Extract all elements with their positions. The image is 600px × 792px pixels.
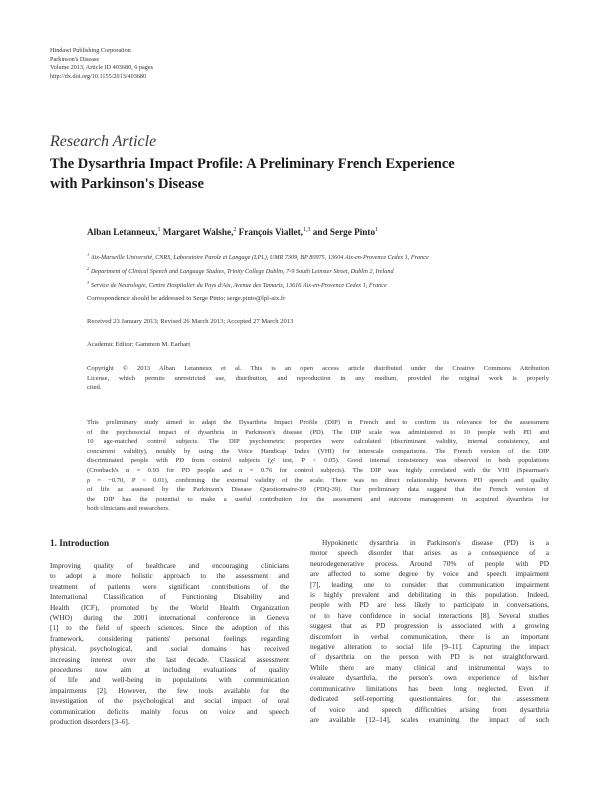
section-heading: 1. Introduction: [50, 538, 110, 548]
body-line: of voice and speech difficulties arising from dysarthria: [310, 704, 549, 714]
article-type: Research Article: [50, 133, 157, 150]
body-line: or to have confidence in social interactions [8]. Several studies: [310, 610, 549, 620]
title-line-2: with Parkinson's Disease: [50, 175, 204, 192]
copyright-line: License, which permits unrestricted use, distribution, and reproduction in any medium, provided the original work is properly: [87, 374, 549, 382]
body-line: is highly prevalent and debilitating in this population. Indeed,: [310, 590, 549, 600]
body-line: are affected to some degree by voice and speech impairment: [310, 569, 549, 579]
submission-dates: Received 23 January 2013; Revised 26 March 2013; Accepted 27 March 2013: [87, 318, 294, 325]
author-name: Alban Letanneux,: [87, 227, 158, 238]
body-line: (WHO) during the 2001 international conference in Geneva: [50, 613, 289, 623]
body-line: physical, psychological, and social domains has received: [50, 644, 289, 654]
affiliation-list: [87, 250, 429, 292]
abstract-line: discriminated people with PD from control subjects (χ² test, P < 0.05). Good internal consistency was observed in both populations: [87, 457, 549, 465]
affiliation: $^3$ Service de Neurologie, Centre Hospitalier du Pays d'Aix, Avenue des Tamaris, 13616 Aix-en-Provence Cedex 1, France: [87, 279, 387, 289]
body-line: of dysarthria on the person with PD is not straightforward.: [310, 652, 549, 662]
author-name: François Viallet,: [236, 227, 303, 238]
volume-info: Volume 2013, Article ID 403680, 6 pages: [50, 64, 153, 72]
body-line: increasing interest over the last decade. Classical assessment: [50, 654, 289, 664]
body-line: production disorders [3–6].: [50, 717, 130, 727]
correspondence: Correspondence should be addressed to Serge Pinto; serge.pinto@lpl-aix.fr: [87, 295, 286, 302]
body-line: dedicated self-reporting questionnaires for the assessment: [310, 694, 549, 704]
body-line: Improving quality of healthcare and encouraging clinicians: [50, 561, 289, 570]
affiliation: $^1$ Aix-Marseille Université, CNRS, Laboratoire Parole et Langage (LPL), UMR 7309, BP 80975, 13604 Aix-en-Provence Cedex 1, France: [87, 252, 429, 262]
author-list: [87, 227, 378, 237]
author-affil-mark: 1,3: [302, 227, 311, 233]
publisher: Hindawi Publishing Corporation: [50, 47, 131, 54]
copyright-line: Copyright © 2013 Alban Letanneux et al. This is an open access article distributed under the Creative Commons Attribution: [87, 365, 549, 372]
body-line: evaluate dysarthria, the person's own experience of his/her: [310, 673, 549, 683]
title-line-1: The Dysarthria Impact Profile: A Preliminary French Experience: [50, 156, 455, 172]
body-line: [1] to the field of speech sciences. Since the adoption of this: [50, 623, 289, 633]
body-line: treatment of patients were significant contributions of the: [50, 581, 289, 591]
abstract-line: both clinicians and researchers.: [87, 505, 170, 513]
abstract: [87, 418, 549, 514]
academic-editor: Academic Editor: Gammon M. Earhart: [87, 341, 191, 348]
author-name: Margaret Walshe,: [160, 227, 234, 238]
body-column-left: [50, 561, 289, 728]
body-line: discomfort in verbal communication, there is an important: [310, 631, 549, 641]
body-line: communicative limitations has been long neglected. Even if: [310, 683, 549, 693]
body-column-right: [310, 538, 549, 725]
body-line: are available [12–14], scales examining the impact of such: [310, 714, 549, 724]
abstract-line: of life as assessed by the Parkinson's Disease Questionnaire-39 (PDQ-39). Our preliminary data suggest that the French version of: [87, 486, 549, 494]
author-affil-mark: 1: [157, 227, 161, 233]
abstract-line: (Cronbach's α = 0.93 for PD people and α = 0.76 for control subjects). The DIP was highly correlated with the VHI (Spearman's: [87, 466, 549, 474]
body-line: of life and well-being in populations with communication: [50, 675, 289, 685]
article-title: [50, 155, 570, 194]
copyright-notice: [87, 364, 549, 393]
body-line: impairments [2]. However, the few tools available for the: [50, 685, 289, 695]
author-affil-mark: 1: [375, 227, 379, 233]
journal-name: Parkinson's Disease: [50, 55, 100, 63]
copyright-line: cited.: [87, 384, 102, 392]
body-line: negative alteration to social life [9–11]. Capturing the impact: [310, 642, 549, 652]
body-line: procedures now aim at including evaluations of quality: [50, 665, 289, 675]
body-line: While there are many clinical and instrumental ways to: [310, 662, 549, 672]
body-line: International Classification of Functioning Disability and: [50, 592, 289, 602]
body-line: investigation of the psychological and social impact of oral: [50, 696, 289, 706]
body-line: suggest that as PD progression is associated with a growing: [310, 621, 549, 631]
body-line: neurodegenerative process. Around 70% of people with PD: [310, 558, 549, 568]
abstract-line: concurrent validity), notably by using the Voice Handicap Index (VHI) for interscale comparisons. The French version of the DIP: [87, 447, 549, 455]
body-line: Health (ICF), promoted by the World Health Organization: [50, 602, 289, 612]
body-line: communication deficits mainly focus on voice and speech: [50, 706, 289, 716]
body-line: motor speech disorder that arises as a consequence of a: [310, 548, 549, 558]
doi-link[interactable]: http://dx.doi.org/10.1155/2013/403680: [50, 72, 147, 80]
body-line: [7], leading one to consider that communication impairment: [310, 579, 549, 589]
author-affil-mark: 2: [233, 227, 237, 233]
abstract-line: This preliminary study aimed to adapt the Dysarthria Impact Profile (DIP) in French and to confirm its relevance for the assessment: [87, 419, 549, 426]
body-line: framework, considering patients' personal feelings regarding: [50, 633, 289, 643]
body-line: people with PD are less likely to participate in conversations,: [310, 600, 549, 610]
body-line: to adopt a more holistic approach to the assessment and: [50, 571, 289, 581]
body-line: Hypokinetic dysarthria in Parkinson's disease (PD) is a: [322, 538, 549, 547]
abstract-line: the DIP has the potential to make a useful contribution for the assessment and outcome management in acquired dysarthria for: [87, 495, 549, 503]
abstract-line: 10 age-matched control subjects. The DIP psychometric properties were calculated (discriminant validity, internal consistency, and: [87, 438, 549, 446]
affiliation: $^2$ Department of Clinical Speech and Language Studies, Trinity College Dublin, 7-9 South Leinster Street, Dublin 2, Ireland: [87, 265, 394, 275]
abstract-line: ρ = −0.70, P < 0.01), confirming the external validity of the scale. There was no direct relationship between PD speech and quality: [87, 476, 549, 484]
running-header: [50, 47, 153, 81]
abstract-line: of the psychosocial impact of dysarthria in Parkinson's disease (PD). The DIP scale was administered to 10 people with PD and: [87, 428, 549, 436]
author-name: and Serge Pinto: [310, 227, 376, 238]
